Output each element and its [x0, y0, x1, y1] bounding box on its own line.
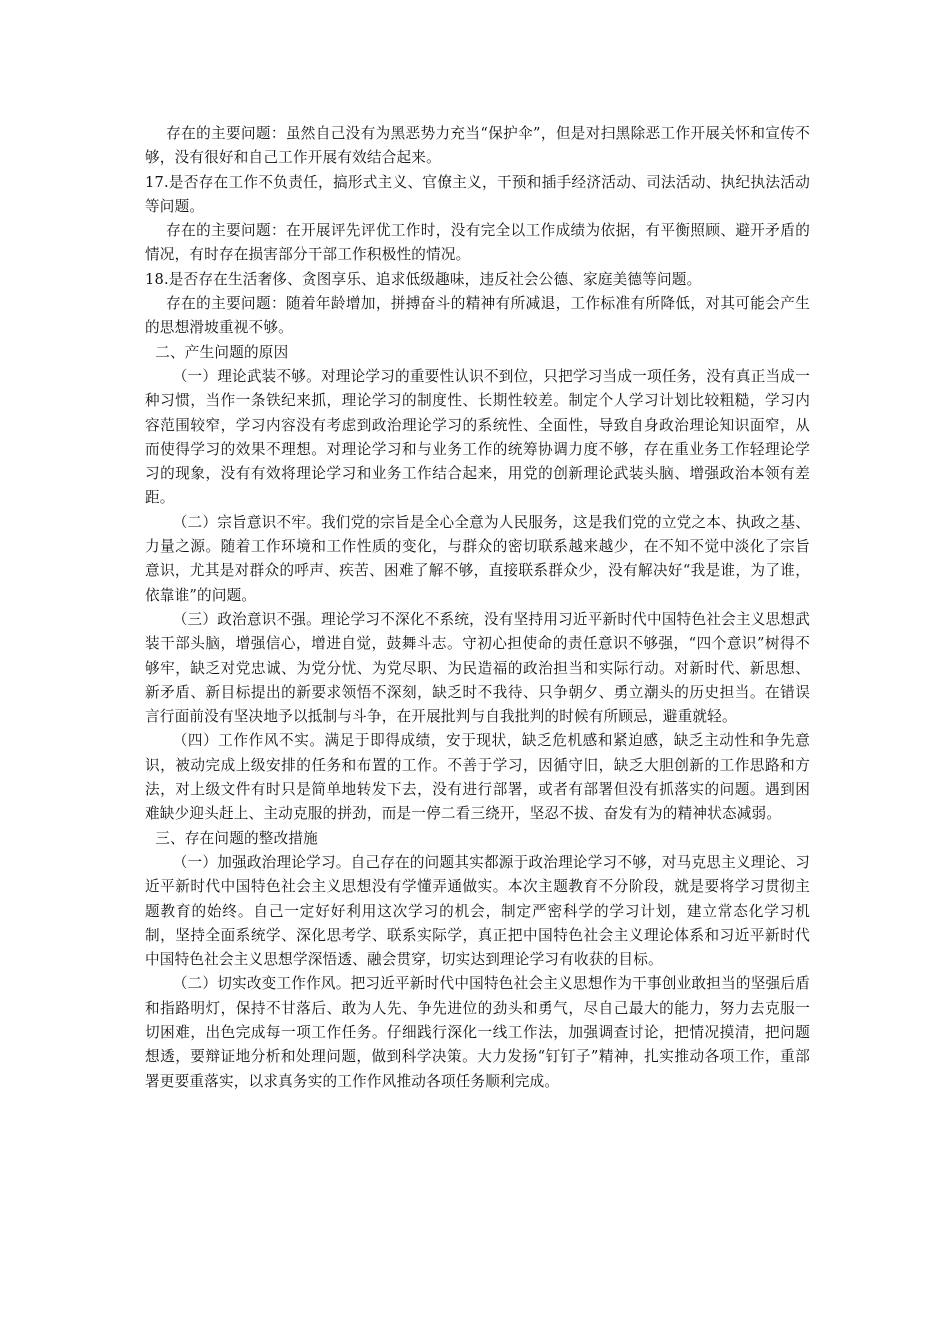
paragraph-problem-18-answer: 存在的主要问题：随着年龄增加，拼搏奋斗的精神有所减退，工作标准有所降低，对其可能会产生的思想滑坡重视不够。 — [145, 295, 810, 337]
paragraph-problem-17-answer: 存在的主要问题：在开展评先评优工作时，没有完全以工作成绩为依据，有平衡照顾、避开矛盾的情况，有时存在损害部分干部工作积极性的情况。 — [145, 222, 810, 264]
section-heading-causes: 二、产生问题的原因 — [155, 343, 289, 361]
paragraph-problem-16-answer: 存在的主要问题：虽然自己没有为黑恶势力充当“保护伞”，但是对扫黑除恶工作开展关怀和宣传不够，没有很好和自己工作开展有效结合起来。 — [145, 125, 810, 167]
paragraph-measure-2: （二）切实改变工作作风。把习近平新时代中国特色社会主义思想作为干事创业敢担当的坚强后盾和指路明灯，保持不甘落后、敢为人先、争先进位的劲头和勇气，尽自己最大的能力，努力去克服一切困难，出色完成每一项工作任务。仔细践行深化一线工作法，加强调查讨论，把情况摸清，把问题想透，要辩证地分析和处理问题，做到科学决策。大力发扬“钉钉子”精神，扎实推动各项工作，重部署更要重落实，以求真务实的工作作风推动各项任务顺利完成。 — [145, 975, 810, 1090]
paragraph-measure-1: （一）加强政治理论学习。自己存在的问题其实都源于政治理论学习不够，对马克思主义理论、习近平新时代中国特色社会主义思想没有学懂弄通做实。本次主题教育不分阶段，就是要将学习贯彻主题教育的始终。自己一定好好利用这次学习的机会，制定严密科学的学习计划，建立常态化学习机制，坚持全面系统学、深化思考学、联系实际学，真正把中国特色社会主义理论体系和习近平新时代中国特色社会主义思想学深悟透、融会贯穿，切实达到理论学习有收获的目标。 — [145, 853, 810, 969]
paragraph-cause-4: （四）工作作风不实。满足于即得成绩，安于现状，缺乏危机感和紧迫感，缺乏主动性和争先意识，被动完成上级安排的任务和布置的工作。不善于学习，因循守旧，缺乏大胆创新的工作思路和方法，对上级文件有时只是简单地转发下去，没有进行部署，或者有部署但没有抓落实的问题。遇到困难缺少迎头赶上、主动克服的拼劲，而是一停二看三绕开，坚忍不拔、奋发有为的精神状态减弱。 — [145, 732, 810, 823]
paragraph-cause-3: （三）政治意识不强。理论学习不深化不系统，没有坚持用习近平新时代中国特色社会主义思想武装干部头脑，增强信心，增进自觉，鼓舞斗志。守初心担使命的责任意识不够强，“四个意识”树得不够牢，缺乏对党忠诚、为党分忧、为党尽职、为民造福的政治担当和实际行动。对新时代、新思想、新矛盾、新目标提出的新要求领悟不深刻，缺乏时不我待、只争朝夕、勇立潮头的历史担当。在错误言行面前没有坚决地予以抵制与斗争，在开展批判与自我批判的时候有所顾忌，避重就轻。 — [145, 610, 810, 726]
paragraph-cause-2: （二）宗旨意识不牢。我们党的宗旨是全心全意为人民服务，这是我们党的立党之本、执政之基、力量之源。随着工作环境和工作性质的变化，与群众的密切联系越来越少，在不知不觉中淡化了宗旨意识，尤其是对群众的呼声、疾苦、困难了解不够，直接联系群众少，没有解决好“我是谁，为了谁，依靠谁”的问题。 — [145, 513, 810, 604]
paragraph-item-18: 18.是否存在生活奢侈、贪图享乐、追求低级趣味，违反社会公德、家庭美德等问题。 — [145, 270, 702, 288]
section-heading-measures: 三、存在问题的整改措施 — [155, 829, 318, 847]
paragraph-cause-1: （一）理论武装不够。对理论学习的重要性认识不到位，只把学习当成一项任务，没有真正当成一种习惯，当作一条铁纪来抓，理论学习的制度性、长期性较差。制定个人学习计划比较粗糙，学习内容范围较窄，学习内容没有考虑到政治理论学习的系统性、全面性，导致自身政治理论知识面窄，从而使得学习的效果不理想。对理论学习和与业务工作的统筹协调力度不够，存在重业务工作轻理论学习的现象，没有有效将理论学习和业务工作结合起来，用党的创新理论武装头脑、增强政治本领有差距。 — [145, 367, 810, 507]
paragraph-item-17: 17.是否存在工作不负责任，搞形式主义、官僚主义，干预和插手经济活动、司法活动、执纪执法活动等问题。 — [145, 173, 810, 215]
document-body — [145, 122, 810, 1094]
